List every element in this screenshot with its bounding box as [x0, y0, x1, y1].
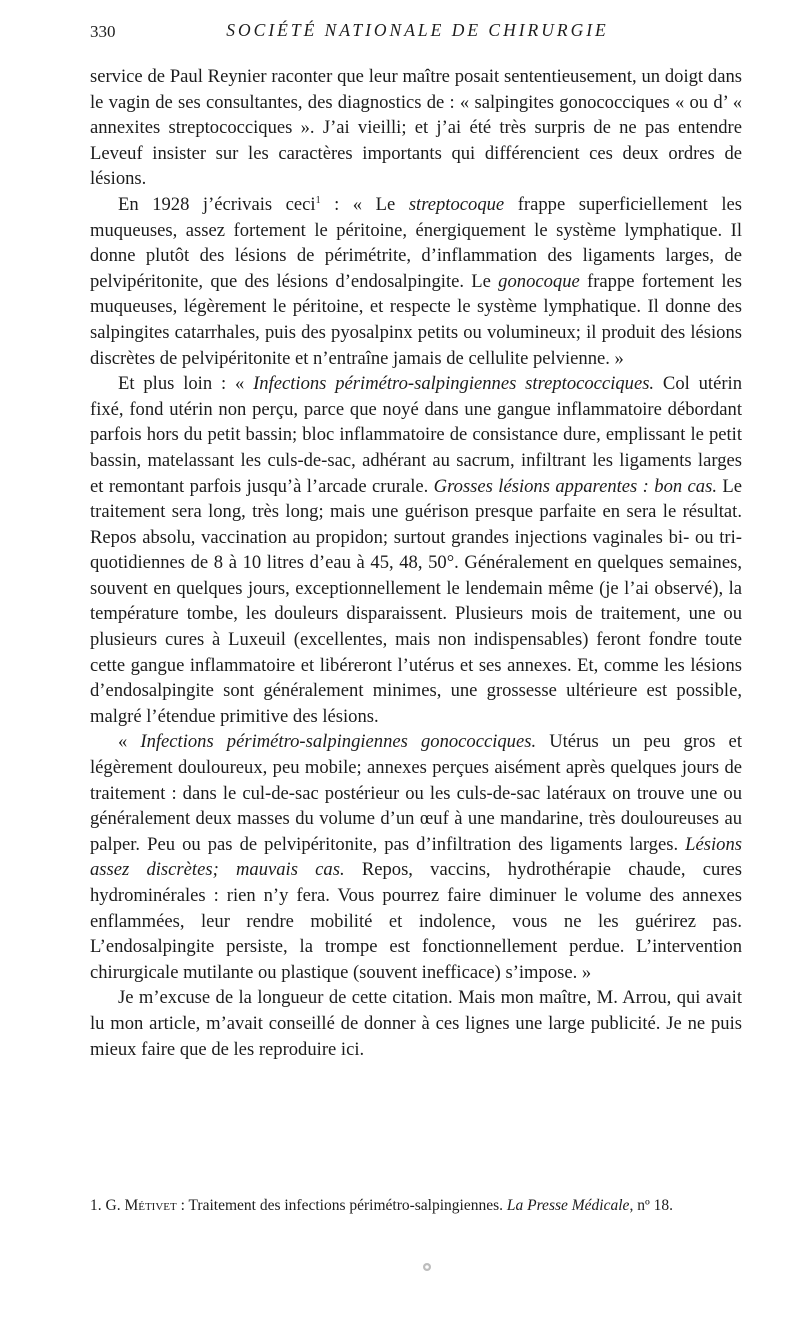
- italic-gonococcal-heading: Infections périmétro-salpingiennes gonococciques.: [140, 731, 537, 753]
- footnote-reference: 1: [315, 194, 321, 206]
- paragraph-1-text: service de Paul Reynier raconter que leur maître posait sententieusement, un doigt dans le vagin de ses consultantes, des diagnostics de : « salpingites gonococciques « ou d’ « annexites streptococciques ». J’ai vieilli; et j’ai été très surpris de ne pas entendre Leveuf insister sur les caractères importants qui différencient ces deux ordres de lésions.: [90, 66, 742, 190]
- footnote-number: 1.: [90, 1197, 102, 1214]
- italic-lesions-discretes: Lésions assez discrètes; mauvais cas.: [90, 833, 742, 881]
- paragraph-2-text-c: frappe superficiellement les muqueuses, assez fortement le péritoine, énergiquement le système lymphatique. Il donne plutôt des lésions de périmétrite, d’inflammation des ligaments larges, de pelvipéritonite, que des lésions d’endosalpingite. Le: [90, 193, 742, 292]
- paragraph-5-text: Je m’excuse de la longueur de cette citation. Mais mon maître, M. Arrou, qui avait lu mon article, m’avait conseillé de donner à ces lignes une large publicité. Je ne puis mieux faire que de les reproduire ici.: [90, 987, 742, 1060]
- footnote-journal: La Presse Médicale: [506, 1197, 630, 1214]
- paragraph-4-text-c: Repos, vaccins, hydrothérapie chaude, cures hydrominérales : rien n’y fera. Vous pourrez faire diminuer le volume des annexes enflammées, leur rendre mobilité et indolence, vous ne les guérirez pas. L’endosalpingite persiste, la trompe est fonctionnellement perdue. L’intervention chirurgicale mutilante ou plastique (souvent inefficace) s’impose. »: [90, 859, 743, 983]
- paragraph-2-text-a: En 1928 j’écrivais ceci: [118, 193, 316, 215]
- paragraph-3-text-a: Et plus loin : «: [118, 373, 254, 395]
- footnote-author: G. Métivet: [105, 1197, 177, 1214]
- italic-streptococcal-heading: Infections périmétro-salpingiennes streptococciques.: [253, 373, 655, 395]
- italic-streptocoque: streptocoque: [408, 193, 505, 215]
- paragraph-3: [90, 371, 742, 729]
- paragraph-2-text-d: frappe fortement les muqueuses, légèrement le péritoine, et respecte le système lymphatique. Il donne des salpingites catarrhales, puis des pyosalpinx petits ou volumineux; il produit des lésions discrètes de pelvipéritonite et n’entraîne jamais de cellulite pelvienne. »: [90, 270, 742, 369]
- page-header: [90, 20, 745, 48]
- footnote-issue: , nº 18.: [629, 1197, 673, 1214]
- library-stamp-icon: [422, 1262, 432, 1272]
- italic-grosses-lesions: Grosses lésions apparentes : bon cas.: [433, 475, 717, 497]
- page-number: 330: [90, 22, 116, 41]
- paragraph-5: [90, 985, 742, 1062]
- footnote: [90, 1196, 755, 1216]
- paragraph-3-text-b: Col utérin fixé, fond utérin non perçu, parce que noyé dans une gangue inflammatoire débordant parfois hors du petit bassin; bloc inflammatoire de consistance dure, emplissant le petit bassin, matelassant les culs-de-sac, adhérant au sacrum, infiltrant les ligaments larges et remontant parfois jusqu’à l’arcade crurale.: [90, 373, 742, 497]
- running-title: SOCIÉTÉ NATIONALE DE CHIRURGIE: [226, 20, 609, 40]
- paragraph-2-text-b: : « Le: [320, 193, 409, 215]
- paragraph-4-text-b: Utérus un peu gros et légèrement douloureux, peu mobile; annexes perçues aisément après quelques jours de traitement : dans le cul-de-sac postérieur ou les culs-de-sac latéraux on trouve une ou généralement deux masses du volume d’un œuf à une mandarine, très douloureuses au palper. Peu ou pas de pelvipéritonite, pas d’infiltration des ligaments larges.: [90, 731, 742, 855]
- footnote-text: : Traitement des infections périmétro-salpingiennes.: [176, 1197, 507, 1214]
- paragraph-1: [90, 64, 742, 192]
- paragraph-4: [90, 729, 742, 985]
- italic-gonocoque: gonocoque: [498, 270, 580, 292]
- paragraph-3-text-c: Le traitement sera long, très long; mais une guérison presque parfaite en sera le résultat. Repos absolu, vaccination au propidon; surtout grandes injections vaginales bi- ou tri-quotidiennes de 8 à 10 litres d’eau à 45, 48, 50°. Généralement en quelques semaines, souvent en quelques jours, exceptionnellement le lendemain même (je l’ai observé), la température tombe, les douleurs disparaissent. Plusieurs mois de traitement, une ou plusieurs cures à Luxeuil (excellentes, mais non indispensables) feront fondre toute cette gangue inflammatoire et libéreront l’utérus et ses annexes. Et, comme les lésions d’endosalpingite sont généralement minimes, une grossesse ultérieure est possible, malgré l’étendue primitive des lésions.: [90, 475, 743, 727]
- paragraph-2: [90, 192, 742, 371]
- paragraph-4-text-a: «: [118, 731, 141, 753]
- body-text: [90, 64, 742, 1062]
